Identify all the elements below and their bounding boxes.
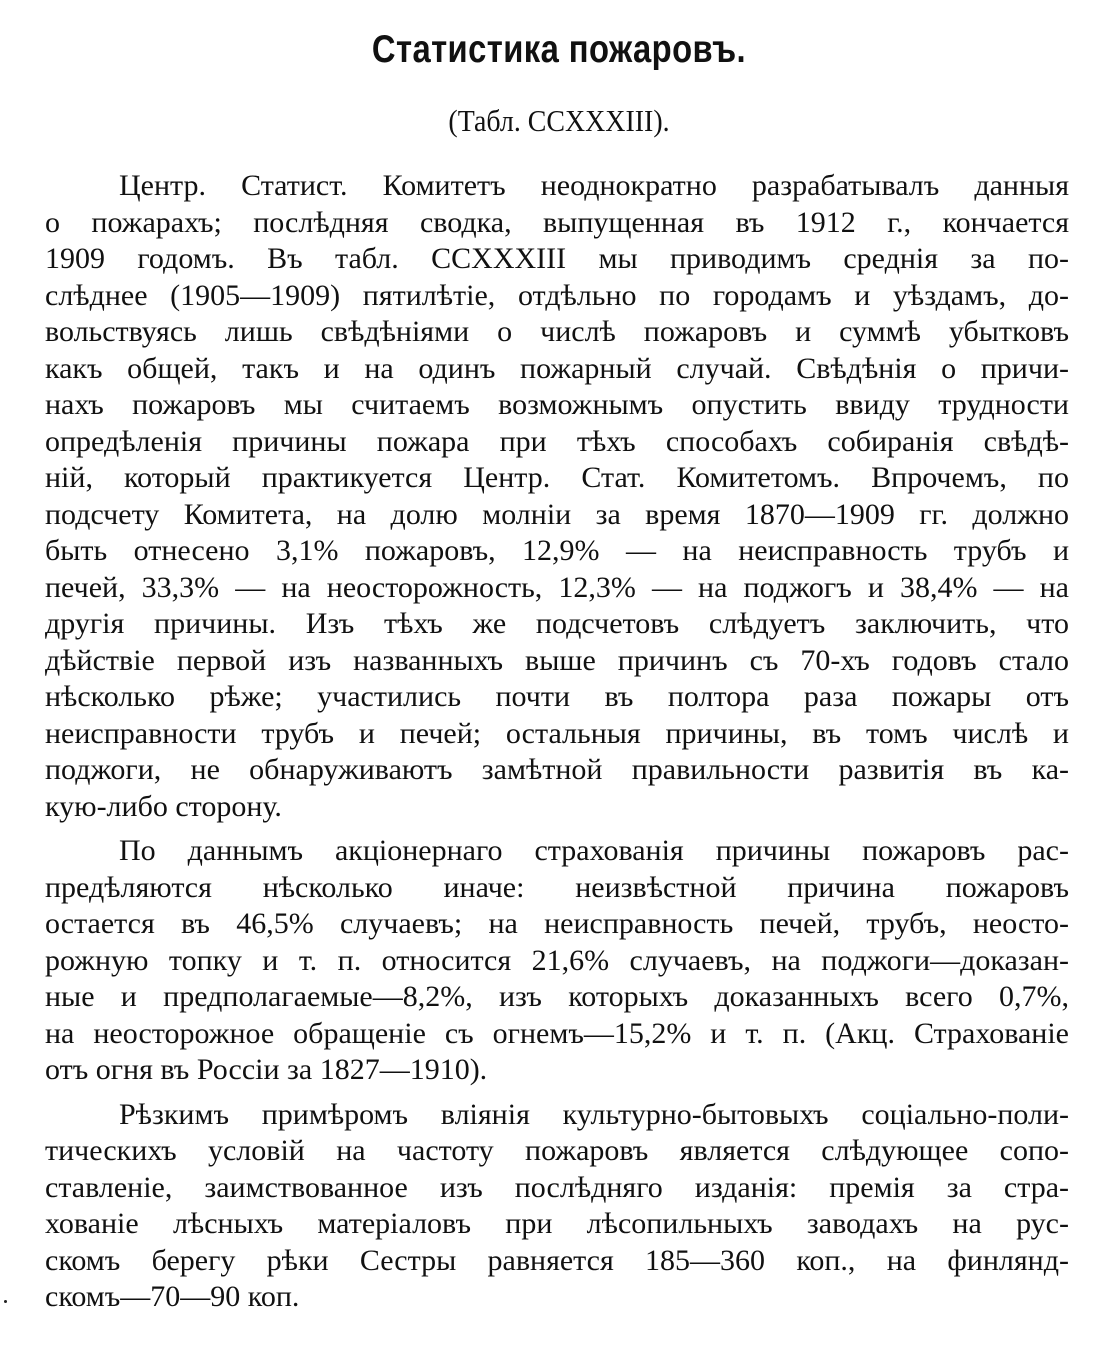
paragraph-gap [45,1089,1069,1097]
text-line: Центр. Статист. Комитетъ неоднократно разрабатывалъ данныя [119,169,1069,202]
text-line: 1909 годомъ. Въ табл. CCXXXIII мы приводимъ среднія за по- [45,242,1069,275]
text-line: какъ общей, такъ и на одинъ пожарный случай. Свѣдѣнія о причи- [45,351,1069,385]
text-line: тическихъ условій на частоту пожаровъ является слѣдующее сопо- [45,1134,1069,1167]
text-line: на неосторожное обращеніе съ огнемъ—15,2% и т. п. (Акц. Страхованіе [45,1016,1069,1050]
text-line: подсчету Комитета, на долю молніи за время 1870—1909 гг. должно [45,497,1069,531]
document-page [45,0,1073,1355]
table-reference: (Табл. CCXXXIII). [448,103,670,138]
text-line: слѣднее (1905—1909) пятилѣтіе, отдѣльно по городамъ и уѣздамъ, до- [45,278,1069,312]
text-line: скомъ—70—90 коп. [45,1280,300,1313]
text-line: предѣляются нѣсколько иначе: неизвѣстной причина пожаровъ [45,870,1069,904]
text-line: рожную топку и т. п. относится 21,6% случаевъ, на поджоги—доказан- [45,943,1069,977]
paragraph-gap [45,825,1069,833]
text-line: нѣсколько рѣже; участились почти въ полтора раза пожары отъ [45,680,1069,713]
text-line: кую-либо сторону. [45,789,282,823]
text-line: о пожарахъ; послѣдняя сводка, выпущенная въ 1912 г., кончается [45,205,1069,239]
text-line: поджоги, не обнаруживаютъ замѣтной правильности развитія въ ка- [45,753,1069,786]
text-line: опредѣленія причины пожара при тѣхъ способахъ собиранія свѣдѣ- [45,424,1069,458]
text-line: остается въ 46,5% случаевъ; на неисправность печей, трубъ, неосто- [45,907,1069,940]
text-line: ставленіе, заимствованное изъ послѣдняго изданія: премія за стра- [45,1170,1069,1204]
text-line: неисправности трубъ и печей; остальныя причины, въ томъ числѣ и [45,716,1069,750]
text-line: скомъ берегу рѣки Сестры равняется 185—360 коп., на финлянд- [45,1243,1069,1277]
paragraph-2 [45,833,1069,1089]
text-line: быть отнесено 3,1% пожаровъ, 12,9% — на неисправность трубъ и [45,534,1069,567]
text-line: ные и предполагаемые—8,2%, изъ которыхъ доказанныхъ всего 0,7%, [45,980,1069,1013]
page-title: Статистика пожаровъ. [371,28,747,71]
text-line: печей, 33,3% — на неосторожность, 12,3% — на поджогъ и 38,4% — на [45,570,1069,604]
text-line: ній, который практикуется Центр. Стат. Комитетомъ. Впрочемъ, по [45,461,1069,494]
text-line: отъ огня въ Россіи за 1827—1910). [45,1053,488,1086]
text-line: вольствуясь лишь свѣдѣніями о числѣ пожаровъ и суммѣ убытковъ [45,315,1069,348]
text-line: другія причины. Изъ тѣхъ же подсчетовъ слѣдуетъ заключить, что [45,607,1069,640]
margin-speck [4,1300,7,1303]
body-text [45,168,1069,1316]
text-line: хованіе лѣсныхъ матеріаловъ при лѣсопильныхъ заводахъ на рус- [45,1207,1069,1240]
text-line: По даннымъ акціонернаго страхованія причины пожаровъ рас- [119,834,1069,867]
paragraph-1 [45,168,1069,825]
text-line: Рѣзкимъ примѣромъ вліянія культурно-бытовыхъ соціально-поли- [119,1097,1069,1131]
text-line: дѣйствіе первой изъ названныхъ выше причинъ съ 70-хъ годовъ стало [45,643,1069,677]
paragraph-3 [45,1097,1069,1316]
text-line: нахъ пожаровъ мы считаемъ возможнымъ опустить ввиду трудности [45,388,1069,421]
